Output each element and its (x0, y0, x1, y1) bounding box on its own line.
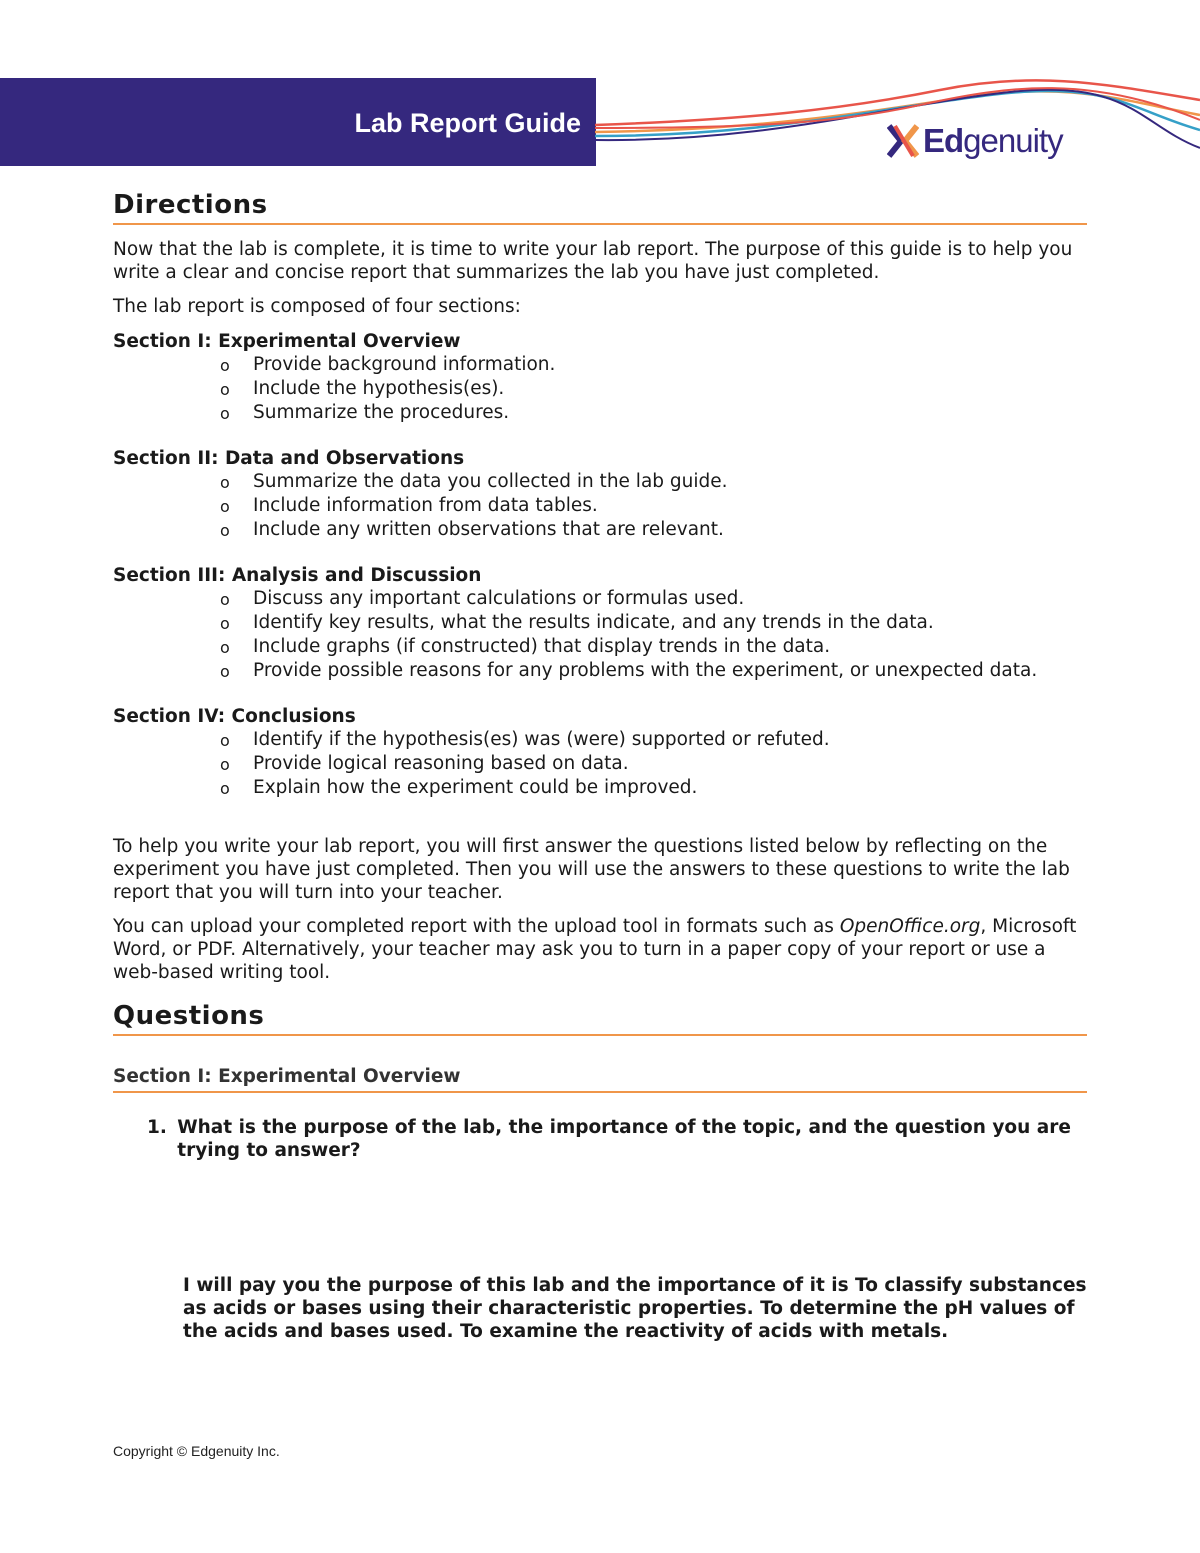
directions-intro: Now that the lab is complete, it is time to write your lab report. The purpose of this guide is to help you write a clear and concise report that summarizes the lab you have just completed. (113, 239, 1073, 283)
list-item: o Identify if the hypothesis(es) was (were) supported or refuted. (220, 728, 1087, 752)
section-block-1 (113, 330, 1087, 425)
document-body (113, 190, 1087, 1343)
questions-section-title: Section I: Experimental Overview (113, 1066, 1087, 1093)
question-number: 1. (147, 1117, 167, 1138)
list-item: o Include the hypothesis(es). (220, 377, 1087, 401)
question-1 (113, 1116, 1087, 1162)
list-item: o Include graphs (if constructed) that display trends in the data. (220, 635, 1087, 659)
logo-wordmark: Edgenuity (923, 122, 1063, 159)
upload-paragraph: You can upload your completed report with the upload tool in formats such as OpenOffice.org, Microsoft Word, or PDF. Alternatively, your teacher may ask you to turn in a paper copy of your report or use a web-based writing tool. (113, 916, 1077, 983)
list-item: o Provide logical reasoning based on data. (220, 752, 1087, 776)
section-block-4 (113, 705, 1087, 800)
section-title: Section II: Data and Observations (113, 448, 465, 469)
header-banner (0, 78, 596, 166)
list-item: o Identify key results, what the results indicate, and any trends in the data. (220, 611, 1087, 635)
section-block-2 (113, 447, 1087, 542)
list-item: o Include any written observations that are relevant. (220, 518, 1087, 542)
list-item: o Discuss any important calculations or formulas used. (220, 587, 1087, 611)
section-title: Section III: Analysis and Discussion (113, 565, 482, 586)
section-block-3 (113, 564, 1087, 683)
question-1-answer: I will pay you the purpose of this lab and the importance of it is To classify substances as acids or bases using their characteristic properties. To determine the pH values of the acids and bases used. To examine the reactivity of acids with metals. (183, 1275, 1087, 1342)
section-title: Section I: Experimental Overview (113, 331, 461, 352)
help-paragraph: To help you write your lab report, you will first answer the questions listed below by reflecting on the experiment you have just completed. Then you will use the answers to these questions to write the lab report that you will turn into your teacher. (113, 836, 1070, 903)
copyright-footer: Copyright © Edgenuity Inc. (113, 1443, 280, 1459)
section-title: Section IV: Conclusions (113, 706, 356, 727)
list-item: o Provide possible reasons for any problems with the experiment, or unexpected data. (220, 659, 1087, 683)
list-item: o Summarize the procedures. (220, 401, 1087, 425)
list-item: o Include information from data tables. (220, 494, 1087, 518)
edgenuity-x-icon (887, 124, 919, 158)
directions-composed: The lab report is composed of four sections: (113, 296, 521, 317)
page-title: Lab Report Guide (354, 108, 581, 138)
list-item: o Explain how the experiment could be improved. (220, 776, 1087, 800)
edgenuity-logo (887, 122, 1063, 160)
question-text: What is the purpose of the lab, the importance of the topic, and the question you are trying to answer? (177, 1117, 1071, 1161)
questions-heading: Questions (113, 1001, 1087, 1036)
directions-heading: Directions (113, 190, 1087, 225)
list-item: o Provide background information. (220, 353, 1087, 377)
list-item: o Summarize the data you collected in the lab guide. (220, 470, 1087, 494)
